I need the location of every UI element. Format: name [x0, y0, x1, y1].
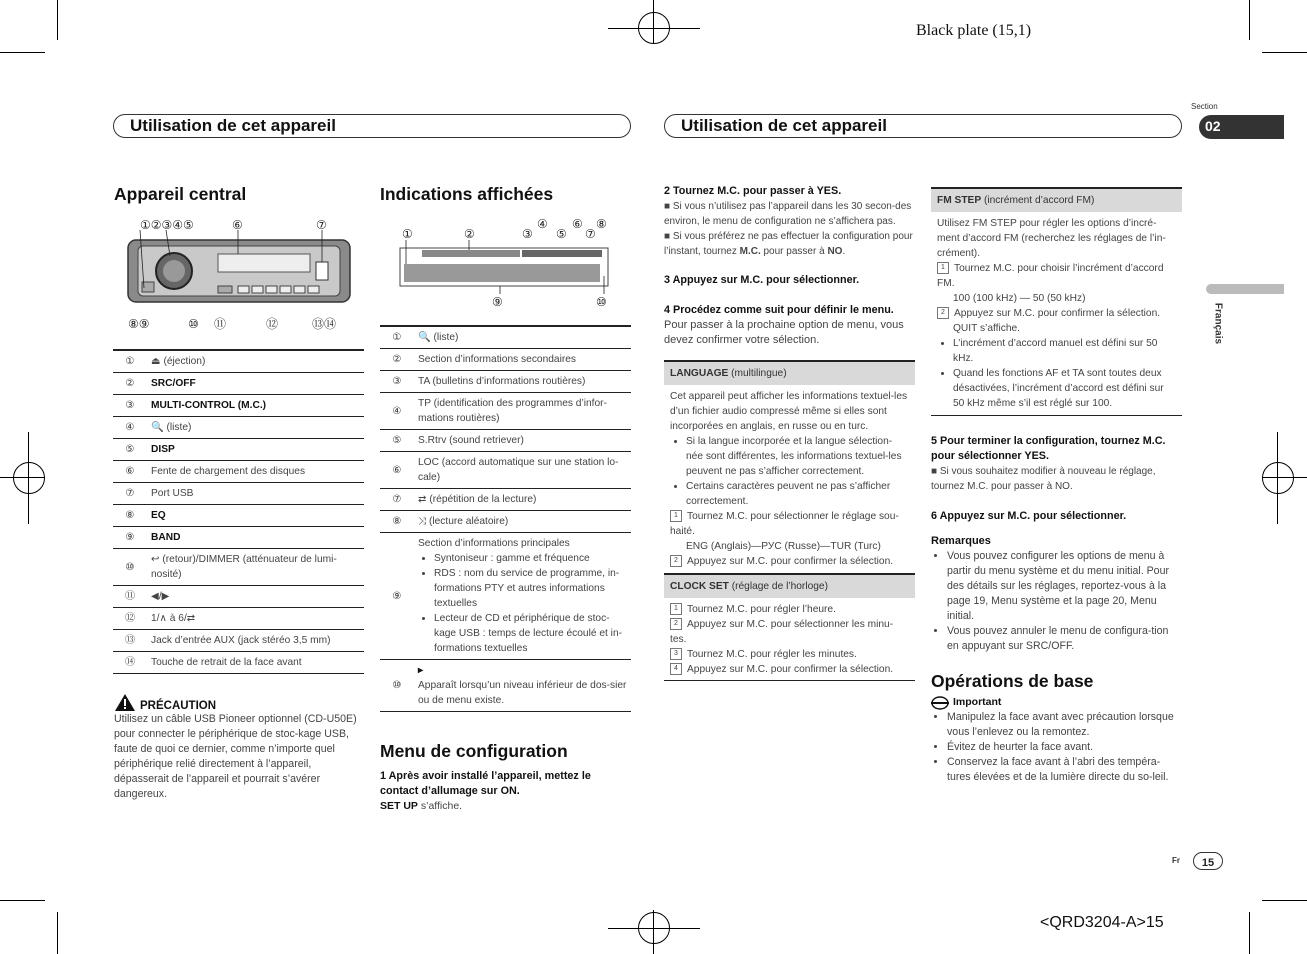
table-row: [380, 326, 631, 349]
step-6: 6 Appuyez sur M.C. pour sélectionner.: [931, 510, 1127, 522]
row-number: ⑤: [113, 439, 147, 461]
row-number: ⑤: [380, 430, 414, 452]
row-label: 1/∧ à 6/⇄: [151, 613, 196, 624]
language-tab: Français: [1212, 302, 1224, 345]
list-item: • Manipulez la face avant avec précaution lorsque vous l’enlevez ou la remontez.: [947, 710, 1182, 740]
language-tab-bar: [1206, 284, 1284, 294]
list-item: • Évitez de heurter la face avant.: [947, 740, 1182, 755]
crop-mark: [1262, 900, 1307, 901]
display-label: ⑩: [596, 295, 607, 309]
fm-note: QUIT s’affiche.: [953, 323, 1020, 334]
row-number: ②: [380, 349, 414, 371]
list-item: • Si la langue incorporée et la langue sélection-née sont différentes, les informations textuel-les peuvent ne pas s’afficher correctement.: [686, 434, 909, 479]
table-row: [380, 489, 631, 511]
display-label: ⑦: [585, 227, 596, 241]
row-label: (éjection): [160, 356, 206, 367]
clock-step-3: 3 Tournez M.C. pour régler les minutes.: [670, 647, 909, 662]
language-bullets: [670, 434, 909, 509]
diagram-bottom-label: ⑬⑭: [312, 317, 337, 331]
list-item: • Conservez la face avant à l’abri des tempéra-tures élevées et de la lumière directe du so-leil.: [947, 755, 1182, 785]
list-item: • Lecteur de CD et périphérique de stoc-kage USB : temps de lecture écoulé et in-formations textuelles: [434, 611, 627, 656]
table-row: [380, 430, 631, 452]
step-5: 5 Pour terminer la configuration, tournez M.C. pour sélectionner YES.: [931, 435, 1166, 462]
row-number: ⑧: [380, 511, 414, 533]
row-bold: DISP: [151, 444, 175, 455]
row-number: ⑥: [113, 461, 147, 483]
footer-page: 15: [1201, 857, 1215, 869]
language-text: Cet appareil peut afficher les informations textuel-les d’un fichier audio compressé même si elles sont incorporées en anglais, en russe ou en turc.: [670, 391, 908, 432]
diagram-bottom-label: ⑩: [188, 317, 199, 331]
row-number: ⑫: [113, 608, 147, 630]
display-label: ⑥: [572, 217, 583, 231]
fm-text: Utilisez FM STEP pour régler les options d’incré-ment d’accord FM (recherchez les réglages de l’in-crément).: [937, 218, 1166, 259]
table-row: [380, 371, 631, 393]
language-step-1: 1 Tournez M.C. pour sélectionner le réglage sou-haité.: [670, 511, 899, 537]
clock-head: CLOCK SET (réglage de l’horloge): [664, 573, 915, 598]
row-bold: EQ: [151, 510, 166, 521]
table-row: [113, 527, 364, 549]
row-label: (liste): [163, 422, 192, 433]
row-text: S.Rtrv (sound retriever): [414, 430, 631, 452]
caution-text: Utilisez un câble USB Pioneer optionnel (CD-U50E) pour connecter le périphérique de stoc-kage USB, faute de quoi ce dernier, comme n’importe quel périphérique relié directement à l’appareil, dépasserait de l’appareil et pourrait s’avérer dangereux.: [114, 713, 357, 800]
ops-title: Opérations de base: [931, 671, 1094, 691]
important-icon: [931, 696, 949, 710]
fm-step-box: [931, 187, 1182, 416]
list-item: • Vous pouvez annuler le menu de configura-tion en appuyant sur SRC/OFF.: [947, 624, 1182, 654]
row-text: [147, 652, 364, 674]
section-label: Section: [1191, 102, 1218, 111]
table-row: [380, 533, 631, 660]
list-item: • Quand les fonctions AF et TA sont toutes deux désactivées, l’incrément d’accord est défini sur 50 kHz même s’il est réglé sur 100.: [953, 366, 1176, 411]
header-left: [113, 114, 631, 138]
menu-title: Menu de configuration: [380, 741, 568, 761]
head-unit-illustration: [126, 214, 356, 334]
table-row: [113, 608, 364, 630]
display-window: [218, 254, 310, 272]
section-number: 02: [1205, 118, 1221, 134]
list-item: • Certains caractères peuvent ne pas s’afficher correctement.: [686, 479, 909, 509]
row-text: [414, 660, 631, 712]
row-text: LOC (accord automatique sur une station lo-cale): [414, 452, 631, 489]
clock-box: [664, 573, 915, 681]
crop-mark: [0, 900, 45, 901]
crop-mark: [1249, 0, 1250, 40]
row-text: [147, 527, 364, 549]
list-item: • RDS : nom du service de programme, in-formations PTY et autres informations textuelles: [434, 566, 627, 611]
table-row: [380, 660, 631, 712]
row-number: ⑨: [113, 527, 147, 549]
col1-title: Appareil central: [114, 184, 247, 204]
step-text: 1 Après avoir installé l’appareil, mettez le contact d’allumage sur ON.: [380, 770, 591, 797]
fm-bullets: [937, 336, 1176, 411]
row-label: ◀/▶: [151, 591, 170, 602]
row-text: [147, 395, 364, 417]
row-number: ④: [380, 393, 414, 430]
header-right-title: Utilisation de cet appareil: [681, 116, 887, 135]
step-2-note-1: ■ Si vous n’utilisez pas l’appareil dans les 30 secon-des environ, le menu de configuration ne s’affichera pas.: [664, 201, 912, 227]
table-row: [113, 350, 364, 373]
row-text: [147, 630, 364, 652]
row-number: ①: [380, 326, 414, 349]
row-intro: Section d’informations principales: [418, 538, 570, 549]
table-row: [380, 452, 631, 489]
step-2-note-2: ■ Si vous préférez ne pas effectuer la configuration pour l’instant, tournez M.C. pour passer à NO.: [664, 231, 913, 257]
diagram-top-label: ①②③④⑤: [140, 218, 194, 232]
row-number: ③: [113, 395, 147, 417]
clock-step-1: 1 Tournez M.C. pour régler l’heure.: [670, 602, 909, 617]
row-number: ①: [113, 350, 147, 373]
diagram-bottom-label: ⑫: [266, 317, 279, 331]
table-row: [113, 395, 364, 417]
section-number-tab: [1199, 115, 1284, 139]
display-label: ①: [402, 227, 413, 241]
crop-mark: [57, 912, 58, 954]
caution-block: [114, 693, 362, 802]
table-row: [113, 461, 364, 483]
row-number: ⑬: [113, 630, 147, 652]
fm-options: 100 (100 kHz) — 50 (50 kHz): [953, 293, 1086, 304]
row-icon: ↩: [151, 554, 160, 565]
row-bullets: [418, 551, 627, 656]
row-icon: ⏏: [151, 356, 161, 367]
row-label: Jack d’entrée AUX (jack stéréo 3,5 mm): [151, 635, 331, 646]
list-item: • Syntoniseur : gamme et fréquence: [434, 551, 627, 566]
remarks-title: Remarques: [931, 535, 991, 547]
row-text: ⤨ (lecture aléatoire): [414, 511, 631, 533]
row-number: ⑪: [113, 586, 147, 608]
row-text: [147, 608, 364, 630]
crop-mark: [1249, 912, 1250, 954]
row-number: ②: [113, 373, 147, 395]
table-row: [113, 652, 364, 674]
clock-body: [664, 598, 915, 677]
table-row: [113, 417, 364, 439]
row-bold: SRC/OFF: [151, 378, 196, 389]
fm-step-head: FM STEP (incrément d’accord FM): [931, 187, 1182, 212]
display-diagram: [396, 216, 618, 312]
col2-title: Indications affichées: [380, 184, 554, 204]
display-label: ⑤: [556, 227, 567, 241]
remarks-list: [931, 549, 1182, 654]
caution-header: [114, 693, 362, 712]
row-text: TP (identification des programmes d’infor-mations routières): [414, 393, 631, 430]
crop-mark: [57, 0, 58, 40]
row-label: Fente de chargement des disques: [151, 466, 306, 477]
crop-mark: [0, 52, 45, 53]
row-text: 🔍 (liste): [414, 326, 631, 349]
footer-page-badge: [1193, 852, 1223, 870]
table-row: [113, 373, 364, 395]
step-note: s’affiche.: [417, 800, 463, 812]
row-text: [147, 417, 364, 439]
header-right: [664, 114, 1182, 138]
language-body: [664, 385, 915, 569]
display-label: ③: [522, 227, 533, 241]
clock-step-2: 2 Appuyez sur M.C. pour sélectionner les minu-tes.: [670, 619, 894, 645]
caution-title: PRÉCAUTION: [140, 699, 217, 712]
row-text: [147, 461, 364, 483]
step-4-text: Pour passer à la prochaine option de menu, vous devez confirmer votre sélection.: [664, 319, 904, 346]
col4-content: [931, 187, 1182, 785]
clock-step-4: 4 Appuyez sur M.C. pour confirmer la sélection.: [670, 662, 909, 677]
row-text: [147, 483, 364, 505]
row-number: ⑧: [113, 505, 147, 527]
display-label: ⑧: [596, 217, 607, 231]
row-text: [147, 439, 364, 461]
row-number: ⑥: [380, 452, 414, 489]
row-text: Section d’informations secondaires: [414, 349, 631, 371]
table-row: [380, 511, 631, 533]
row-label: Touche de retrait de la face avant: [151, 657, 302, 668]
table-row: [113, 505, 364, 527]
table-row: [113, 439, 364, 461]
head-unit-diagram: [126, 214, 356, 334]
menu-step1: [380, 769, 630, 814]
important-title: Important: [953, 696, 1002, 708]
table-row: [113, 483, 364, 505]
important-header: [931, 695, 1182, 710]
display-indicators-illustration: [396, 216, 618, 312]
row-text: [147, 373, 364, 395]
row-text: [414, 533, 631, 660]
footer-lang: Fr: [1172, 856, 1180, 865]
row-number: ④: [113, 417, 147, 439]
language-box: [664, 360, 915, 569]
row-bold: BAND: [151, 532, 181, 543]
col3-content: [664, 184, 915, 681]
fm-step-1: 1 Tournez M.C. pour choisir l’incrément d’accord FM.: [937, 263, 1164, 289]
row-label: Port USB: [151, 488, 194, 499]
table-row: [113, 630, 364, 652]
step-2: 2 Tournez M.C. pour passer à YES.: [664, 185, 842, 197]
row-text: ⇄ (répétition de la lecture): [414, 489, 631, 511]
table-row: [380, 349, 631, 371]
language-head: LANGUAGE (multilingue): [664, 360, 915, 385]
fm-step-2: 2 Appuyez sur M.C. pour confirmer la sélection.: [937, 306, 1176, 321]
display-indications-table: [380, 325, 631, 712]
footer-code: <QRD3204-A>15: [1040, 914, 1164, 931]
diagram-bottom-label: ⑧⑨: [128, 317, 150, 331]
header-left-title: Utilisation de cet appareil: [130, 116, 336, 135]
row-text: [147, 549, 364, 586]
step-5-note: ■ Si vous souhaitez modifier à nouveau le réglage, tournez M.C. pour passer à NO.: [931, 466, 1156, 492]
row-text: [147, 505, 364, 527]
fm-step-body: [931, 212, 1182, 411]
row-desc: Apparaît lorsqu’un niveau inférieur de dos-sier ou de menu existe.: [418, 680, 627, 706]
display-label: ④: [537, 217, 548, 231]
row-number: ⑦: [380, 489, 414, 511]
table-row: [113, 549, 364, 586]
diagram-top-label: ⑥: [232, 218, 243, 232]
row-number: ⑨: [380, 533, 414, 660]
list-item: • Vous pouvez configurer les options de menu à partir du menu système et du menu initial. Pour des détails sur les réglages, reportez-vous à la page 19, Menu système et la page 20, Menu initial.: [947, 549, 1182, 624]
row-label: (retour)/DIMMER (atténuateur de lumi-nosité): [151, 554, 337, 580]
row-text: [147, 586, 364, 608]
row-icon: 🔍: [151, 422, 164, 433]
folder-level-icon: ▸: [418, 665, 424, 676]
warning-icon: [114, 693, 136, 712]
table-row: [113, 586, 364, 608]
row-text: [147, 350, 364, 373]
row-number: ⑦: [113, 483, 147, 505]
diagram-bottom-label: ⑪: [214, 317, 227, 331]
plate-label: Black plate (15,1): [916, 22, 1032, 39]
row-number: ⑩: [380, 660, 414, 712]
row-text: TA (bulletins d’informations routières): [414, 371, 631, 393]
usb-port: [316, 262, 328, 280]
row-number: ⑭: [113, 652, 147, 674]
language-options: ENG (Anglais)—РУС (Russe)—TUR (Turc): [686, 541, 881, 552]
language-step-2: 2 Appuyez sur M.C. pour confirmer la sélection.: [670, 554, 909, 569]
step-3: 3 Appuyez sur M.C. pour sélectionner.: [664, 274, 860, 286]
display-label: ②: [464, 227, 475, 241]
step-4: 4 Procédez comme suit pour définir le menu.: [664, 304, 894, 316]
row-number: ⑩: [113, 549, 147, 586]
diagram-top-label: ⑦: [316, 218, 327, 232]
crop-mark: [1262, 52, 1307, 53]
display-label: ⑨: [492, 295, 503, 309]
row-number: ③: [380, 371, 414, 393]
row-bold: MULTI-CONTROL (M.C.): [151, 400, 267, 411]
set-up-label: SET UP: [380, 800, 418, 812]
important-list: [931, 710, 1182, 785]
head-unit-parts-table: [113, 349, 364, 674]
list-item: • L’incrément d’accord manuel est défini sur 50 kHz.: [953, 336, 1176, 366]
table-row: [380, 393, 631, 430]
